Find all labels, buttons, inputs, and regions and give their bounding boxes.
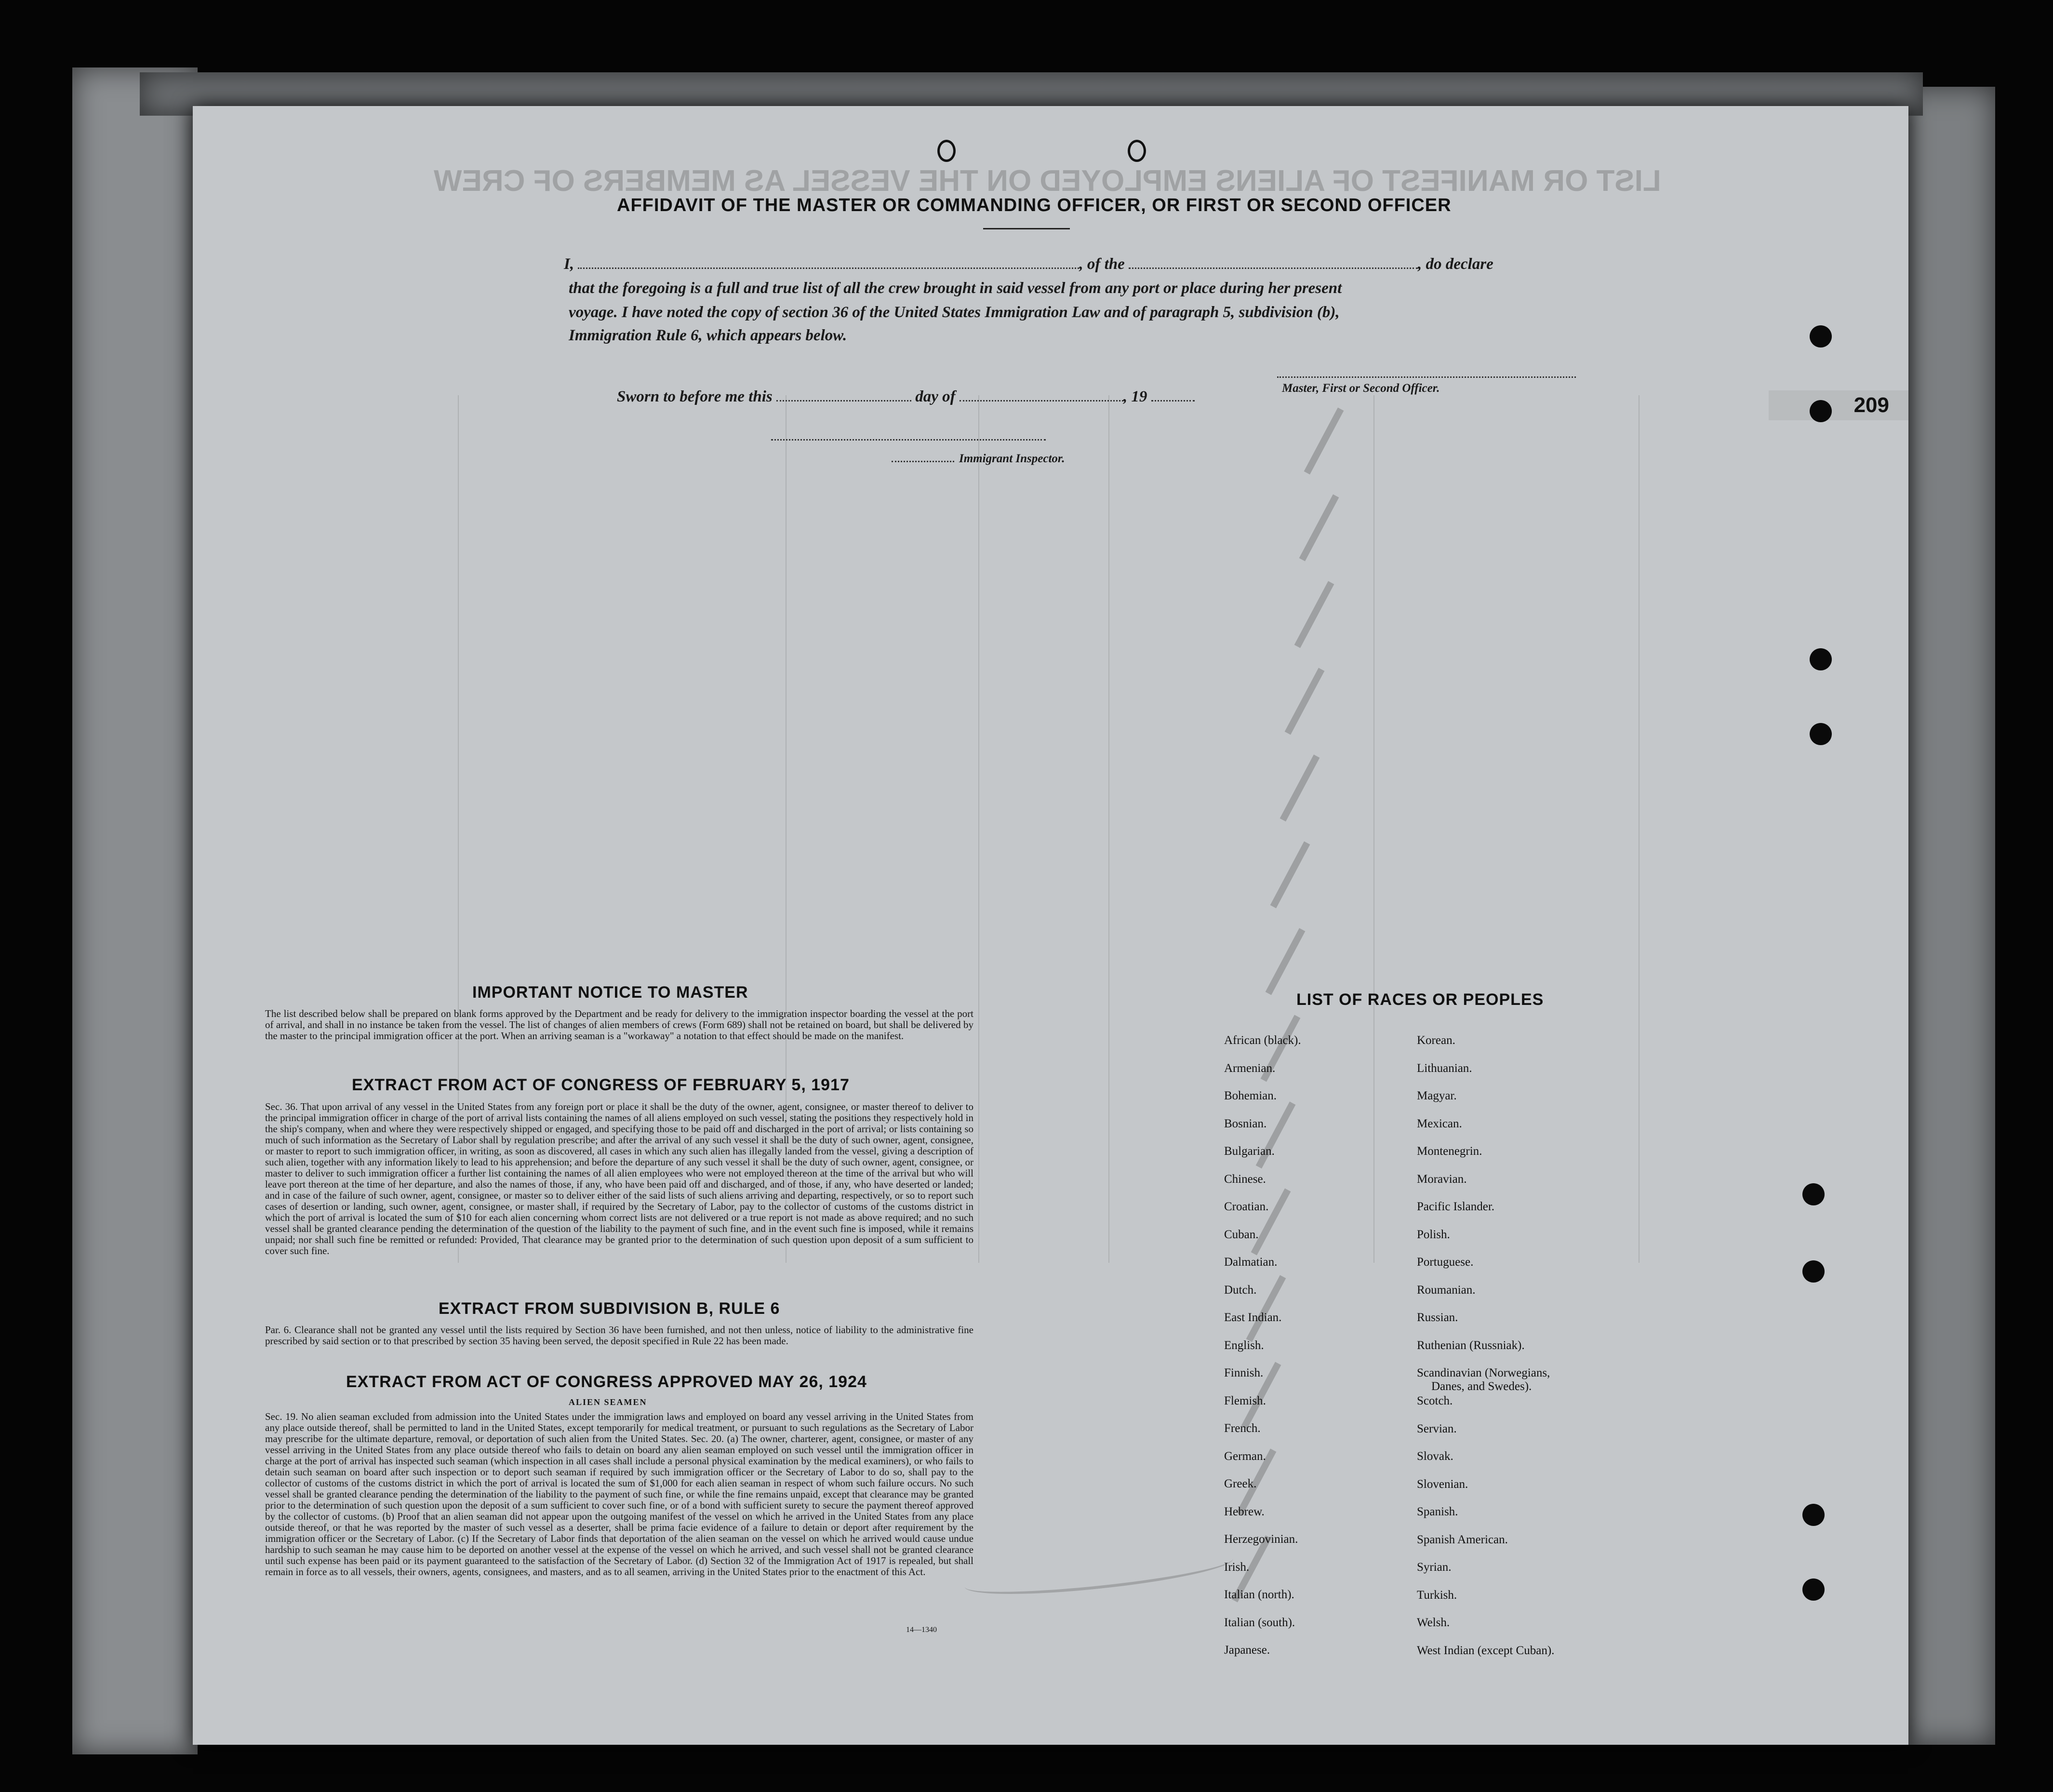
ditto-mark (1280, 754, 1320, 821)
race-item: West Indian (except Cuban). (1417, 1644, 1555, 1657)
ditto-mark (1270, 841, 1310, 908)
race-item: Portuguese. (1417, 1256, 1474, 1269)
race-item: Bulgarian. (1224, 1145, 1275, 1158)
extract2-text: Par. 6. Clearance shall not be granted any vessel until the lists required by Section 36 have been furnished, and not then unless, notice of liability to the administrative fine prescribed by said section or to that prescribed by section 35 having been served, the deposit specified in Rule 22 has been made. (265, 1324, 973, 1347)
race-item: Herzegovinian. (1224, 1533, 1298, 1546)
master-signature-field[interactable] (1277, 376, 1576, 378)
race-item: Slovenian. (1417, 1477, 1468, 1491)
race-item: Italian (north). (1224, 1588, 1294, 1601)
bleed-through-heading: LIST OR MANIFEST OF ALIENS EMPLOYED ON THE VESSEL AS MEMBERS OF CREW (434, 164, 1661, 198)
race-item: Armenian. (1224, 1061, 1276, 1075)
extract3-text: Sec. 19. No alien seaman excluded from admission into the United States under the immigration laws and employed on board any vessel arriving in the United States from any place outside thereof, shall be permitted to land in the United States, except temporarily for medical treatment, or pursuant to such regulations as the Secretary of Labor may prescribe for the ultimate departure, removal, or deportation of such alien from the United States. Sec. 20. (a) The owner, charterer, agent, consignee, or master of any vessel arriving in the United States from any place outside thereof who fails to detain on board any alien seaman employed on such vessel until the immigration officer in charge at the port of arrival has inspected such seaman (which inspection in all cases shall include a personal physical examination by the medical examiners), or who fails to detain such seaman on board after such inspection or to deport such seaman if required by such immigration officer or the Secretary of Labor to do so, shall pay to the collector of customs of the customs district in which the port of arrival is located the sum of $1,000 for each alien seaman in respect of whom such failure occurs. No such vessel shall be granted clearance pending the determination of the liability to the payment of such fine, or while the fine remains unpaid, except that clearance may be granted prior to the determination of such question upon the deposit of a sum sufficient to cover such fine, or of a bond with sufficient surety to secure the payment thereof approved by the collector of customs. (b) Proof that an alien seaman did not appear upon the outgoing manifest of the vessel on which he arrived in the United States from any place outside thereof, or that he was reported by the master of such vessel as a deserter, shall be prima facie evidence of a failure to detain or deport after requirement by the immigration officer or the Secretary of Labor. (c) If the Secretary of Labor finds that deportation of the alien seaman on the vessel on which he arrived would cause undue hardship to such seaman he may cause him to be deported on another vessel at the expense of the vessel on which he arrived, and such vessel shall not be granted clearance until such expense has been paid or its payment guaranteed to the satisfaction of the Secretary of Labor. (d) Section 32 of the Immigration Act of 1917 is repealed, but shall remain in force as to all vessels, their owners, agents, consignees, and masters, and as to all seamen, arriving in the United States prior to the enactment of this Act. (265, 1411, 973, 1578)
page-number: 209 (1769, 390, 1908, 420)
punch-hole (1810, 400, 1832, 422)
affidavit-line-3: voyage. I have noted the copy of section 36 of the United States Immigration Law and of paragraph 5, subdivision (b), (569, 304, 1340, 321)
races-title: LIST OF RACES OR PEOPLES (1296, 990, 1544, 1009)
sworn-month-field[interactable] (960, 400, 1123, 401)
inspector-signature-field[interactable] (771, 439, 1046, 441)
ditto-mark (1256, 1101, 1296, 1168)
manifest-sheet (193, 106, 1908, 1745)
sworn-year-field[interactable] (1151, 400, 1195, 401)
race-item: English. (1224, 1338, 1264, 1352)
punch-hole (1810, 325, 1832, 348)
race-item: Finnish. (1224, 1366, 1264, 1379)
race-item: Russian. (1417, 1311, 1458, 1324)
race-item: Montenegrin. (1417, 1145, 1482, 1158)
sworn-line (617, 388, 1195, 406)
affidavit-line-4: Immigration Rule 6, which appears below. (569, 327, 847, 344)
race-item: Italian (south). (1224, 1616, 1295, 1629)
form-number: 14—1340 (906, 1626, 937, 1634)
race-item: Slovak. (1417, 1450, 1453, 1463)
back-page-left (72, 67, 198, 1754)
binder-ring (1128, 140, 1146, 162)
race-item: Japanese. (1224, 1644, 1270, 1657)
race-item: Mexican. (1417, 1117, 1462, 1130)
race-item: Dalmatian. (1224, 1256, 1278, 1269)
punch-hole (1802, 1578, 1825, 1601)
master-signature-label: Master, First or Second Officer. (1282, 382, 1440, 395)
year-label: , 19 (1123, 388, 1147, 405)
extract3-title: EXTRACT FROM ACT OF CONGRESS APPROVED MAY 26, 1924 (346, 1373, 867, 1391)
race-item: Danes, and Swedes). (1431, 1380, 1532, 1393)
extract3-subtitle: ALIEN SEAMEN (569, 1397, 647, 1407)
race-item: Spanish. (1417, 1505, 1458, 1518)
extract1-text: Sec. 36. That upon arrival of any vessel in the United States from any foreign port or place it shall be the duty of the owner, agent, consignee, or master thereof to deliver to the principal immigration officer in charge of the port of arrival lists containing the names of all aliens employed on such vessel, stating the positions they respectively hold in the ship's company, when and where they were respectively shipped or engaged, and specifying those to be paid off and discharged in the port of arrival; or lists containing so much of such information as the Secretary of Labor shall by regulation prescribe; and after the arrival of any such vessel it shall be the duty of such owner, agent, consignee, or master to report to such immigration officer, in writing, as soon as discovered, all cases in which any such alien has illegally landed from the vessel, giving a description of such alien, together with any information likely to lead to his apprehension; and before the departure of any such vessel it shall be the duty of such owner, agent, consignee, or master to deliver to such immigration officer a further list containing the names of all alien employees who were not employed thereon at the time of the arrival but who will leave port thereon at the time of her departure, and also the names of those, if any, who have been paid off and discharged, and of those, if any, who have deserted or landed; and in case of the failure of such owner, agent, consignee, or master so to deliver either of the said lists of such aliens arriving and departing, respectively, or so to report such cases of desertion or landing, such owner, agent, consignee, or master shall, if required by the Secretary of Labor, pay to the collector of customs of the customs district in which the port of arrival is located the sum of $10 for each alien concerning whom correct lists are not delivered or a true report is not made as above required; and no such vessel shall be granted clearance pending the determination of the question of the liability to the payment of such fine, and in the event such fine is imposed, while it remains unpaid; nor shall such fine be remitted or refunded: Provided, That clearance may be granted prior to the determination of such question upon deposit of a sum sufficient to cover such fine. (265, 1101, 973, 1257)
ditto-mark (1251, 1188, 1291, 1255)
race-item: Roumanian. (1417, 1283, 1476, 1297)
affidavit-title: AFFIDAVIT OF THE MASTER OR COMMANDING OFFICER, OR FIRST OR SECOND OFFICER (617, 195, 1452, 215)
race-item: Korean. (1417, 1034, 1455, 1047)
race-item: Irish. (1224, 1560, 1250, 1574)
punch-hole (1802, 1260, 1825, 1283)
race-item: Scotch. (1417, 1394, 1453, 1407)
punch-hole (1802, 1504, 1825, 1526)
ditto-mark (1266, 928, 1306, 995)
ditto-mark (1285, 668, 1325, 735)
race-item: Cuban. (1224, 1228, 1259, 1241)
ditto-mark (1299, 494, 1339, 561)
punch-hole (1810, 723, 1832, 745)
affidavit-line-2: that the foregoing is a full and true list of all the crew brought in said vessel from any port or place during her present (569, 280, 1342, 297)
race-item: Polish. (1417, 1228, 1450, 1241)
day-of-label: day of (915, 388, 956, 405)
faint-grid-line (1639, 395, 1640, 1263)
race-item: Bosnian. (1224, 1117, 1267, 1130)
race-item: Moravian. (1417, 1172, 1467, 1186)
extract1-title: EXTRACT FROM ACT OF CONGRESS OF FEBRUARY 5, 1917 (352, 1076, 850, 1094)
race-item: Croatian. (1224, 1200, 1269, 1213)
race-item: Servian. (1417, 1422, 1457, 1435)
race-item: Welsh. (1417, 1616, 1450, 1629)
binder-ring (937, 140, 956, 162)
race-item: Greek. (1224, 1477, 1257, 1490)
sworn-label: Sworn to before me this (617, 388, 773, 405)
race-item: Hebrew. (1224, 1505, 1265, 1518)
master-name-field[interactable] (578, 267, 1079, 269)
faint-grid-line (978, 395, 979, 1263)
race-item: Ruthenian (Russniak). (1417, 1338, 1525, 1352)
race-item: Syrian. (1417, 1561, 1452, 1574)
extract2-title: EXTRACT FROM SUBDIVISION B, RULE 6 (439, 1299, 780, 1318)
inspector-label: Immigrant Inspector. (959, 452, 1065, 465)
punch-hole (1810, 648, 1832, 670)
handwritten-signature-smear (963, 1543, 1235, 1603)
race-item: Lithuanian. (1417, 1061, 1472, 1075)
i-label: I, (564, 255, 574, 273)
race-item: German. (1224, 1449, 1266, 1463)
race-item: Flemish. (1224, 1394, 1266, 1407)
race-item: Dutch. (1224, 1283, 1257, 1297)
race-item: Bohemian. (1224, 1089, 1277, 1102)
punch-hole (1802, 1183, 1825, 1205)
affidavit-line-1 (564, 255, 1493, 273)
race-item: French. (1224, 1422, 1261, 1435)
ditto-mark (1294, 581, 1334, 648)
back-page-right (1899, 87, 1995, 1745)
inspector-signature-field-short[interactable] (892, 460, 954, 462)
vessel-name-field[interactable] (1129, 267, 1418, 269)
race-item: Turkish. (1417, 1588, 1457, 1602)
race-item: Pacific Islander. (1417, 1200, 1495, 1213)
race-item: Spanish American. (1417, 1533, 1508, 1546)
of-the-label: , of the (1079, 255, 1125, 273)
notice-text: The list described below shall be prepared on blank forms approved by the Department and be ready for delivery to the immigration inspector boarding the vessel at the port of arrival, and shall in no instance be taken from the vessel. The list of changes of alien members of crews (Form 689) shall not be retained on board, but shall be delivered by the master to the principal immigration officer at the port. When an arriving seaman is a "workaway" a notation to that effect should be made on the manifest. (265, 1008, 973, 1042)
race-item: African (black). (1224, 1034, 1301, 1047)
title-rule (983, 228, 1070, 229)
ditto-mark (1304, 407, 1344, 474)
race-item: Scandinavian (Norwegians, (1417, 1366, 1550, 1379)
race-item: East Indian. (1224, 1311, 1282, 1324)
notice-title: IMPORTANT NOTICE TO MASTER (472, 983, 748, 1002)
do-declare-label: , do declare (1418, 255, 1493, 273)
race-item: Chinese. (1224, 1172, 1266, 1186)
sworn-day-field[interactable] (776, 400, 911, 401)
faint-grid-line (1373, 395, 1374, 1263)
faint-grid-line (1108, 395, 1109, 1263)
race-item: Magyar. (1417, 1089, 1457, 1102)
